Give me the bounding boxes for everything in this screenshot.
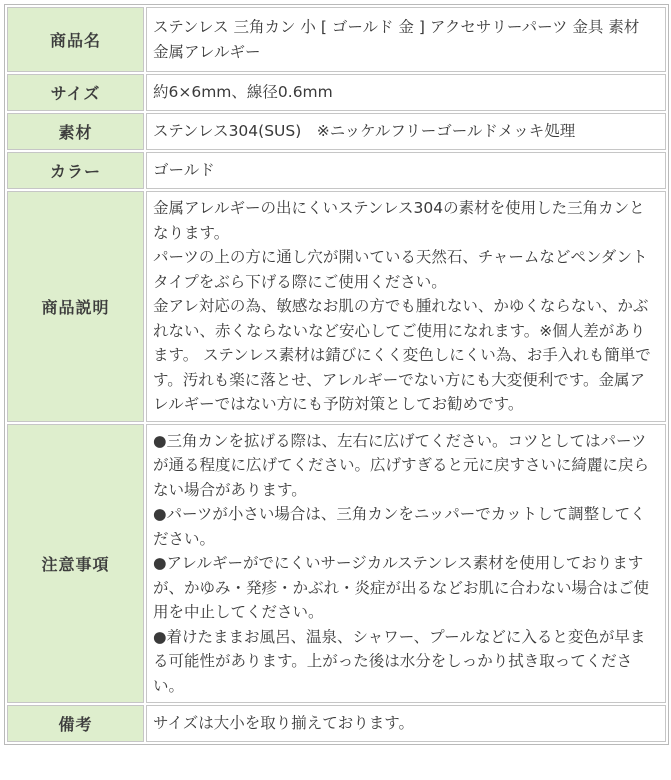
row-value-remarks: サイズは大小を取り揃えております。 (146, 705, 666, 742)
row-label-material: 素材 (7, 113, 144, 150)
value-line: ●アレルギーがでにくいサージカルステンレス素材を使用しておりますが、かゆみ・発疹・かぶれ・炎症が出るなどお肌に合わない場合はご使用を中止してください。 (153, 554, 650, 621)
product-spec-table-frame (4, 4, 669, 745)
row-value-description (146, 191, 666, 422)
row-material (7, 113, 666, 150)
row-label-description: 商品説明 (7, 191, 144, 422)
row-description (7, 191, 666, 422)
value-line: ●三角カンを拡げる際は、左右に広げてください。コツとしてはパーツが通る程度に広げてください。広げすぎると元に戻すさいに綺麗に戻らない場合があります。 (153, 431, 650, 499)
value-line: 金属アレルギーの出にくいステンレス304の素材を使用した三角カンとなります。 (153, 199, 645, 242)
row-product-name (7, 7, 666, 72)
value-line: ●着けたままお風呂、温泉、シャワー、プールなどに入ると変色が早まる可能性があります。上がった後は水分をしっかり拭き取ってください。 (153, 627, 646, 695)
row-label-color: カラー (7, 152, 144, 189)
row-value-size: 約6×6mm、線径0.6mm (146, 74, 666, 111)
row-label-product-name: 商品名 (7, 7, 144, 72)
row-size (7, 74, 666, 111)
product-spec-table (5, 5, 668, 744)
row-value-color: ゴールド (146, 152, 666, 189)
row-label-size: サイズ (7, 74, 144, 111)
row-value-notes (146, 424, 666, 704)
row-value-material: ステンレス304(SUS) ※ニッケルフリーゴールドメッキ処理 (146, 113, 666, 150)
value-line: パーツの上の方に通し穴が開いている天然石、チャームなどペンダントタイプをぶら下げる際にご使用ください。 (153, 248, 648, 291)
row-remarks (7, 705, 666, 742)
row-notes (7, 424, 666, 704)
value-line: ●パーツが小さい場合は、三角カンをニッパーでカットして調整してください。 (153, 505, 646, 548)
row-label-notes: 注意事項 (7, 424, 144, 704)
row-color (7, 152, 666, 189)
value-line: 金アレ対応の為、敏感なお肌の方でも腫れない、かゆくならない、かぶれない、赤くならないなど安心してご使用になれます。※個人差があります。 ステンレス素材は錆びにくく変色しにくい為、お手入れも簡単です。汚れも楽に落とせ、アレルギーでない方にも大変便利です。金属アレルギーではない方にも予防対策としてお勧めです。 (153, 297, 651, 413)
row-label-remarks: 備考 (7, 705, 144, 742)
row-value-product-name: ステンレス 三角カン 小 [ ゴールド 金 ] アクセサリーパーツ 金具 素材 金属アレルギー (146, 7, 666, 72)
